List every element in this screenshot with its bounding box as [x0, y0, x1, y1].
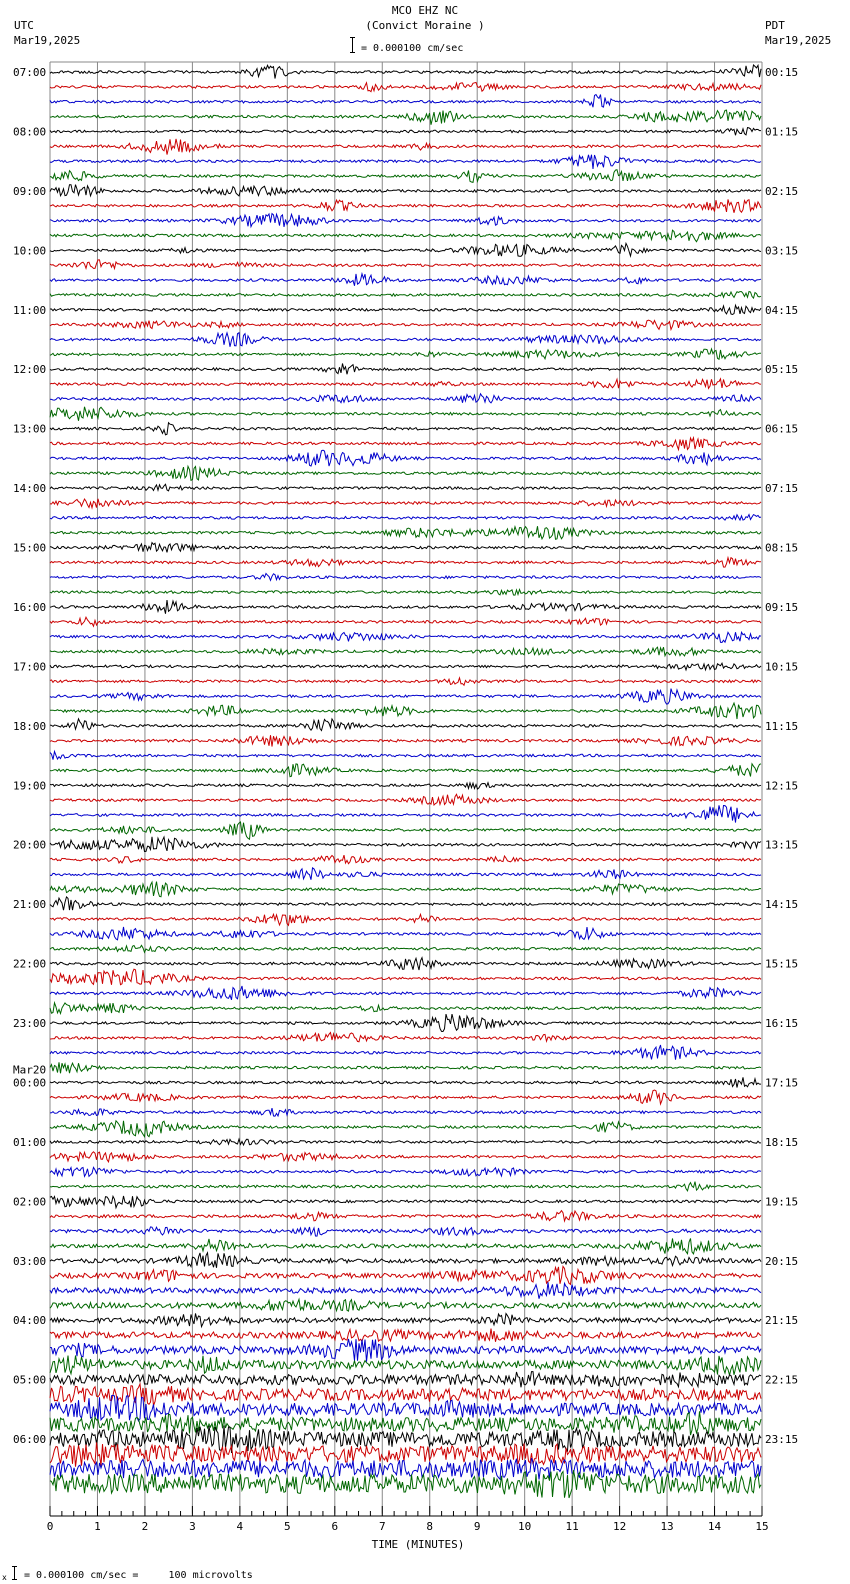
trace-20	[50, 364, 761, 375]
trace-33	[50, 558, 761, 567]
pdt-hour-label-0: 00:15	[765, 66, 799, 79]
trace-56	[50, 897, 761, 910]
trace-10	[50, 214, 761, 227]
trace-9	[50, 199, 761, 212]
pdt-hour-label-21: 21:15	[765, 1314, 799, 1328]
trace-81	[50, 1266, 761, 1284]
footer-scale-label: = 0.000100 cm/sec = 100 microvolts	[24, 1570, 253, 1581]
pdt-hour-label-15: 15:15	[765, 957, 799, 971]
utc-hour-label-5: 12:00	[13, 363, 47, 377]
trace-75	[50, 1182, 761, 1191]
pdt-hour-label-17: 17:15	[765, 1076, 799, 1090]
scale-label: = 0.000100 cm/sec	[361, 43, 464, 54]
trace-69	[50, 1090, 761, 1104]
trace-19	[50, 349, 761, 359]
utc-hour-label-12: 19:00	[13, 779, 47, 793]
trace-73	[50, 1152, 761, 1162]
x-tick-label-8: 8	[426, 1520, 434, 1533]
utc-hour-label-19: 02:00	[13, 1195, 47, 1209]
trace-29	[50, 499, 761, 508]
trace-0	[50, 65, 761, 79]
trace-57	[50, 914, 761, 925]
trace-76	[50, 1196, 761, 1208]
utc-hour-label-8: 15:00	[13, 541, 47, 555]
trace-44	[50, 719, 761, 731]
trace-74	[50, 1167, 761, 1176]
right-date: Mar19,2025	[765, 34, 832, 47]
trace-23	[50, 407, 761, 421]
pdt-hour-label-8: 08:15	[765, 541, 799, 555]
trace-66	[50, 1045, 761, 1060]
trace-4	[50, 128, 761, 136]
trace-46	[50, 752, 761, 760]
pdt-hour-label-23: 23:15	[765, 1433, 799, 1447]
utc-hour-label-2: 09:00	[13, 184, 47, 198]
trace-63	[50, 1003, 761, 1014]
trace-54	[50, 868, 761, 880]
trace-90	[50, 1395, 761, 1421]
trace-8	[50, 185, 761, 196]
footer-scale-mark: x	[2, 1573, 7, 1582]
station-title: MCO EHZ NC	[391, 4, 459, 17]
trace-48	[50, 783, 761, 789]
trace-80	[50, 1253, 761, 1268]
utc-hour-label-7: 14:00	[13, 482, 47, 496]
trace-37	[50, 617, 761, 626]
trace-6	[50, 155, 761, 169]
trace-78	[50, 1227, 761, 1236]
trace-87	[50, 1356, 761, 1376]
trace-84	[50, 1313, 761, 1326]
trace-79	[50, 1238, 761, 1254]
pdt-hour-label-12: 12:15	[765, 779, 799, 793]
pdt-hour-labels	[765, 66, 798, 1446]
pdt-hour-label-19: 19:15	[765, 1195, 799, 1209]
left-timezone: UTC	[14, 19, 34, 32]
station-location: (Convict Moraine )	[365, 19, 485, 32]
trace-85	[50, 1329, 761, 1342]
trace-77	[50, 1211, 761, 1221]
x-tick-label-4: 4	[236, 1520, 244, 1533]
utc-hour-label-10: 17:00	[13, 660, 47, 674]
trace-43	[50, 703, 761, 719]
trace-30	[50, 515, 761, 521]
utc-hour-label-21: 04:00	[13, 1314, 47, 1328]
utc-hour-label-18: 01:00	[13, 1135, 47, 1149]
footer-scale-bar-icon	[12, 1566, 17, 1580]
trace-45	[50, 735, 761, 746]
trace-86	[50, 1339, 761, 1362]
x-tick-label-11: 11	[565, 1520, 579, 1533]
trace-58	[50, 927, 761, 940]
pdt-hour-label-9: 09:15	[765, 600, 799, 614]
trace-42	[50, 689, 761, 705]
x-tick-label-6: 6	[331, 1520, 339, 1533]
utc-hour-label-16: 23:00	[13, 1017, 47, 1031]
trace-61	[50, 969, 761, 985]
trace-22	[50, 394, 761, 403]
trace-70	[50, 1108, 761, 1116]
trace-24	[50, 423, 761, 435]
trace-11	[50, 230, 761, 242]
trace-50	[50, 805, 761, 822]
utc-hour-label-20: 03:00	[13, 1254, 47, 1268]
x-tick-label-9: 9	[473, 1520, 481, 1533]
trace-12	[50, 243, 761, 256]
trace-49	[50, 794, 761, 805]
trace-21	[50, 379, 761, 389]
trace-52	[50, 837, 761, 852]
trace-31	[50, 526, 761, 539]
trace-26	[50, 450, 761, 466]
x-tick-label-7: 7	[378, 1520, 386, 1533]
trace-2	[50, 95, 761, 108]
pdt-hour-label-22: 22:15	[765, 1373, 799, 1387]
x-tick-label-3: 3	[189, 1520, 196, 1533]
x-axis	[47, 1506, 769, 1533]
x-tick-label-5: 5	[284, 1520, 291, 1533]
trace-64	[50, 1014, 761, 1031]
trace-71	[50, 1121, 761, 1137]
trace-62	[50, 986, 761, 1000]
utc-hour-label-1: 08:00	[13, 125, 47, 139]
trace-5	[50, 139, 761, 155]
utc-hour-label-9: 16:00	[13, 600, 47, 614]
pdt-hour-label-14: 14:15	[765, 898, 799, 912]
trace-55	[50, 882, 761, 897]
trace-1	[50, 83, 761, 92]
pdt-hour-label-13: 13:15	[765, 838, 799, 852]
utc-hour-label-13: 20:00	[13, 838, 47, 852]
pdt-hour-label-2: 02:15	[765, 184, 799, 198]
pdt-hour-label-4: 04:15	[765, 303, 799, 317]
utc-hour-label-6: 13:00	[13, 422, 47, 436]
x-tick-label-1: 1	[94, 1520, 101, 1533]
trace-89	[50, 1384, 761, 1406]
utc-hour-labels	[13, 66, 46, 1446]
x-tick-label-0: 0	[46, 1520, 54, 1533]
trace-68	[50, 1077, 761, 1087]
x-tick-label-12: 12	[612, 1520, 627, 1533]
utc-hour-label-15: 22:00	[13, 957, 47, 971]
trace-34	[50, 574, 761, 581]
trace-38	[50, 632, 761, 642]
trace-28	[50, 484, 761, 491]
utc-date-label: Mar20	[13, 1063, 47, 1077]
trace-51	[50, 822, 761, 839]
trace-17	[50, 320, 761, 329]
trace-3	[50, 110, 761, 125]
trace-16	[50, 305, 761, 314]
trace-67	[50, 1062, 761, 1073]
utc-hour-label-4: 11:00	[13, 303, 47, 317]
trace-40	[50, 663, 761, 670]
pdt-hour-label-7: 07:15	[765, 482, 799, 496]
trace-53	[50, 855, 761, 864]
trace-83	[50, 1299, 761, 1311]
trace-65	[50, 1033, 761, 1042]
trace-88	[50, 1372, 761, 1388]
trace-14	[50, 274, 761, 286]
trace-13	[50, 260, 761, 269]
pdt-hour-label-3: 03:15	[765, 244, 799, 258]
utc-hour-label-22: 05:00	[13, 1373, 47, 1387]
trace-7	[50, 170, 761, 183]
x-tick-label-13: 13	[660, 1520, 674, 1533]
utc-hour-label-0: 07:00	[13, 66, 47, 79]
pdt-hour-label-10: 10:15	[765, 660, 799, 674]
trace-27	[50, 466, 761, 480]
left-date: Mar19,2025	[14, 34, 81, 47]
pdt-hour-label-18: 18:15	[765, 1135, 799, 1149]
trace-15	[50, 292, 761, 299]
x-tick-label-10: 10	[518, 1520, 532, 1533]
utc-hour-label-17: 00:00	[13, 1076, 47, 1090]
right-timezone: PDT	[765, 19, 785, 32]
pdt-hour-label-1: 01:15	[765, 125, 799, 139]
x-axis-label: TIME (MINUTES)	[371, 1538, 465, 1551]
trace-82	[50, 1282, 761, 1299]
trace-72	[50, 1139, 761, 1145]
utc-hour-label-3: 10:00	[13, 244, 47, 258]
utc-hour-label-14: 21:00	[13, 898, 47, 912]
pdt-hour-label-6: 06:15	[765, 422, 799, 436]
trace-25	[50, 438, 761, 450]
pdt-hour-label-11: 11:15	[765, 719, 799, 733]
pdt-hour-label-16: 16:15	[765, 1017, 799, 1031]
trace-36	[50, 600, 761, 614]
x-tick-label-14: 14	[707, 1520, 722, 1533]
x-tick-label-2: 2	[141, 1520, 149, 1533]
trace-93	[50, 1442, 761, 1466]
trace-39	[50, 647, 761, 656]
trace-59	[50, 945, 761, 952]
trace-47	[50, 764, 761, 777]
trace-94	[50, 1458, 761, 1479]
trace-60	[50, 958, 761, 970]
utc-hour-label-11: 18:00	[13, 719, 47, 733]
trace-18	[50, 333, 761, 347]
trace-35	[50, 590, 761, 596]
seismic-traces	[50, 65, 761, 1498]
trace-32	[50, 543, 761, 553]
pdt-hour-label-5: 05:15	[765, 363, 799, 377]
pdt-hour-label-20: 20:15	[765, 1254, 799, 1268]
x-tick-label-15: 15	[755, 1520, 769, 1533]
utc-hour-label-23: 06:00	[13, 1433, 47, 1447]
trace-41	[50, 678, 761, 685]
